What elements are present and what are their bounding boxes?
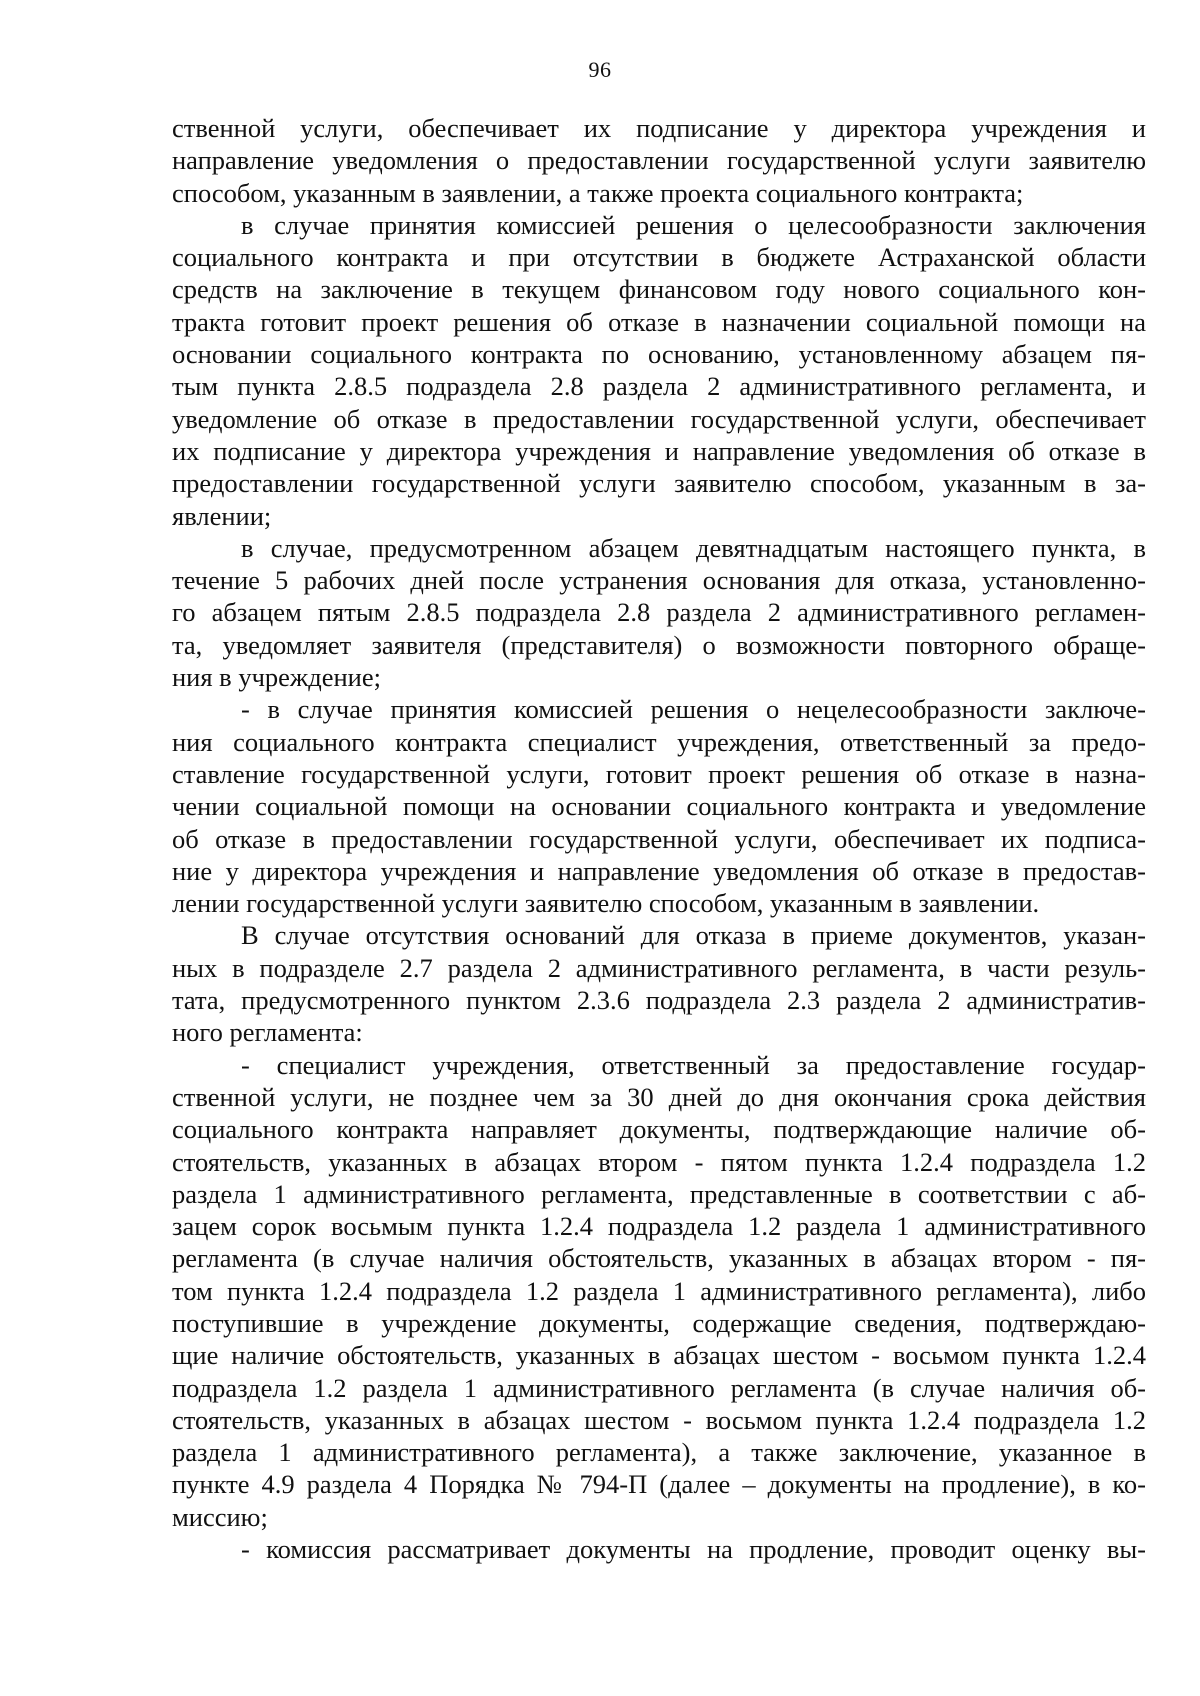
paragraph <box>172 532 1146 693</box>
text-line: об отказе в предоставлении государственной услуги, обеспечивает их подписа- <box>172 823 1146 854</box>
text-line: в случае принятия комиссией решения о целесообразности заключения <box>241 209 1146 240</box>
text-line: том пункта 1.2.4 подраздела 1.2 раздела 1 административного регламента), либо <box>172 1275 1146 1306</box>
paragraph <box>172 693 1146 919</box>
text-line: уведомление об отказе в предоставлении государственной услуги, обеспечивает <box>172 403 1146 434</box>
paragraph <box>172 112 1146 209</box>
text-line: предоставлении государственной услуги заявителю способом, указанным в за- <box>172 468 1146 499</box>
text-line: ставление государственной услуги, готовит проект решения об отказе в назна- <box>172 758 1146 789</box>
paragraph <box>172 919 1146 1048</box>
text-line: ственной услуги, обеспечивает их подписание у директора учреждения и <box>172 113 1146 143</box>
text-line: социального контракта направляет документы, подтверждающие наличие об- <box>172 1114 1146 1145</box>
text-line: лении государственной услуги заявителю способом, указанным в заявлении. <box>172 888 1040 919</box>
paragraph <box>172 1049 1146 1533</box>
text-line: щие наличие обстоятельств, указанных в абзацах шестом - восьмом пункта 1.2.4 <box>172 1340 1146 1371</box>
text-line: ных в подразделе 2.7 раздела 2 административного регламента, в части резуль- <box>172 952 1146 983</box>
text-line: поступившие в учреждение документы, содержащие сведения, подтверждаю- <box>172 1307 1146 1338</box>
text-line: пункте 4.9 раздела 4 Порядка № 794-П (далее – документы на продление), в ко- <box>172 1469 1146 1500</box>
document-body <box>172 112 1146 1565</box>
page-number: 96 <box>588 57 612 82</box>
text-line: ного регламента: <box>172 1017 363 1048</box>
text-line: стоятельств, указанных в абзацах шестом - восьмом пункта 1.2.4 подраздела 1.2 <box>172 1404 1146 1435</box>
text-line: В случае отсутствия оснований для отказа в приеме документов, указан- <box>241 920 1146 951</box>
text-line: стоятельств, указанных в абзацах втором - пятом пункта 1.2.4 подраздела 1.2 <box>172 1146 1146 1177</box>
text-line: го абзацем пятым 2.8.5 подраздела 2.8 раздела 2 административного регламен- <box>172 597 1146 628</box>
text-line: средств на заключение в текущем финансовом году нового социального кон- <box>172 274 1146 305</box>
text-line: течение 5 рабочих дней после устранения основания для отказа, установленно- <box>172 565 1146 596</box>
text-line: раздела 1 административного регламента), а также заключение, указанное в <box>172 1437 1146 1468</box>
text-line: их подписание у директора учреждения и направление уведомления об отказе в <box>172 435 1146 466</box>
text-line: зацем сорок восьмым пункта 1.2.4 подраздела 1.2 раздела 1 административного <box>172 1211 1146 1242</box>
text-line: миссию; <box>172 1501 268 1532</box>
text-line: ственной услуги, не позднее чем за 30 дней до дня окончания срока действия <box>172 1081 1146 1112</box>
text-line: раздела 1 административного регламента, представленные в соответствии с аб- <box>172 1178 1146 1209</box>
text-line: - комиссия рассматривает документы на продление, проводит оценку вы- <box>241 1534 1146 1565</box>
text-line: явлении; <box>172 500 272 531</box>
text-line: основании социального контракта по основанию, установленному абзацем пя- <box>172 339 1146 370</box>
paragraph <box>172 1533 1146 1565</box>
text-line: тым пункта 2.8.5 подраздела 2.8 раздела 2 административного регламента, и <box>172 371 1146 402</box>
text-line: в случае, предусмотренном абзацем девятнадцатым настоящего пункта, в <box>241 532 1146 563</box>
text-line: - специалист учреждения, ответственный за предоставление государ- <box>241 1049 1146 1080</box>
text-line: способом, указанным в заявлении, а также проекта социального контракта; <box>172 177 1024 208</box>
paragraph <box>172 209 1146 532</box>
text-line: направление уведомления о предоставлении государственной услуги заявителю <box>172 145 1146 176</box>
text-line: чении социальной помощи на основании социального контракта и уведомление <box>172 791 1146 822</box>
text-line: ние у директора учреждения и направление уведомления об отказе в предостав- <box>172 855 1146 886</box>
text-line: социального контракта и при отсутствии в бюджете Астраханской области <box>172 242 1146 273</box>
text-line: подраздела 1.2 раздела 1 административного регламента (в случае наличия об- <box>172 1372 1146 1403</box>
text-line: регламента (в случае наличия обстоятельств, указанных в абзацах втором - пя- <box>172 1243 1146 1274</box>
text-line: та, уведомляет заявителя (представителя) о возможности повторного обраще- <box>172 629 1146 660</box>
text-line: тракта готовит проект решения об отказе в назначении социальной помощи на <box>172 306 1146 337</box>
text-line: ния в учреждение; <box>172 662 381 693</box>
text-line: - в случае принятия комиссией решения о нецелесообразности заключе- <box>241 694 1146 725</box>
text-line: тата, предусмотренного пунктом 2.3.6 подраздела 2.3 раздела 2 административ- <box>172 985 1146 1016</box>
text-line: ния социального контракта специалист учреждения, ответственный за предо- <box>172 726 1146 757</box>
